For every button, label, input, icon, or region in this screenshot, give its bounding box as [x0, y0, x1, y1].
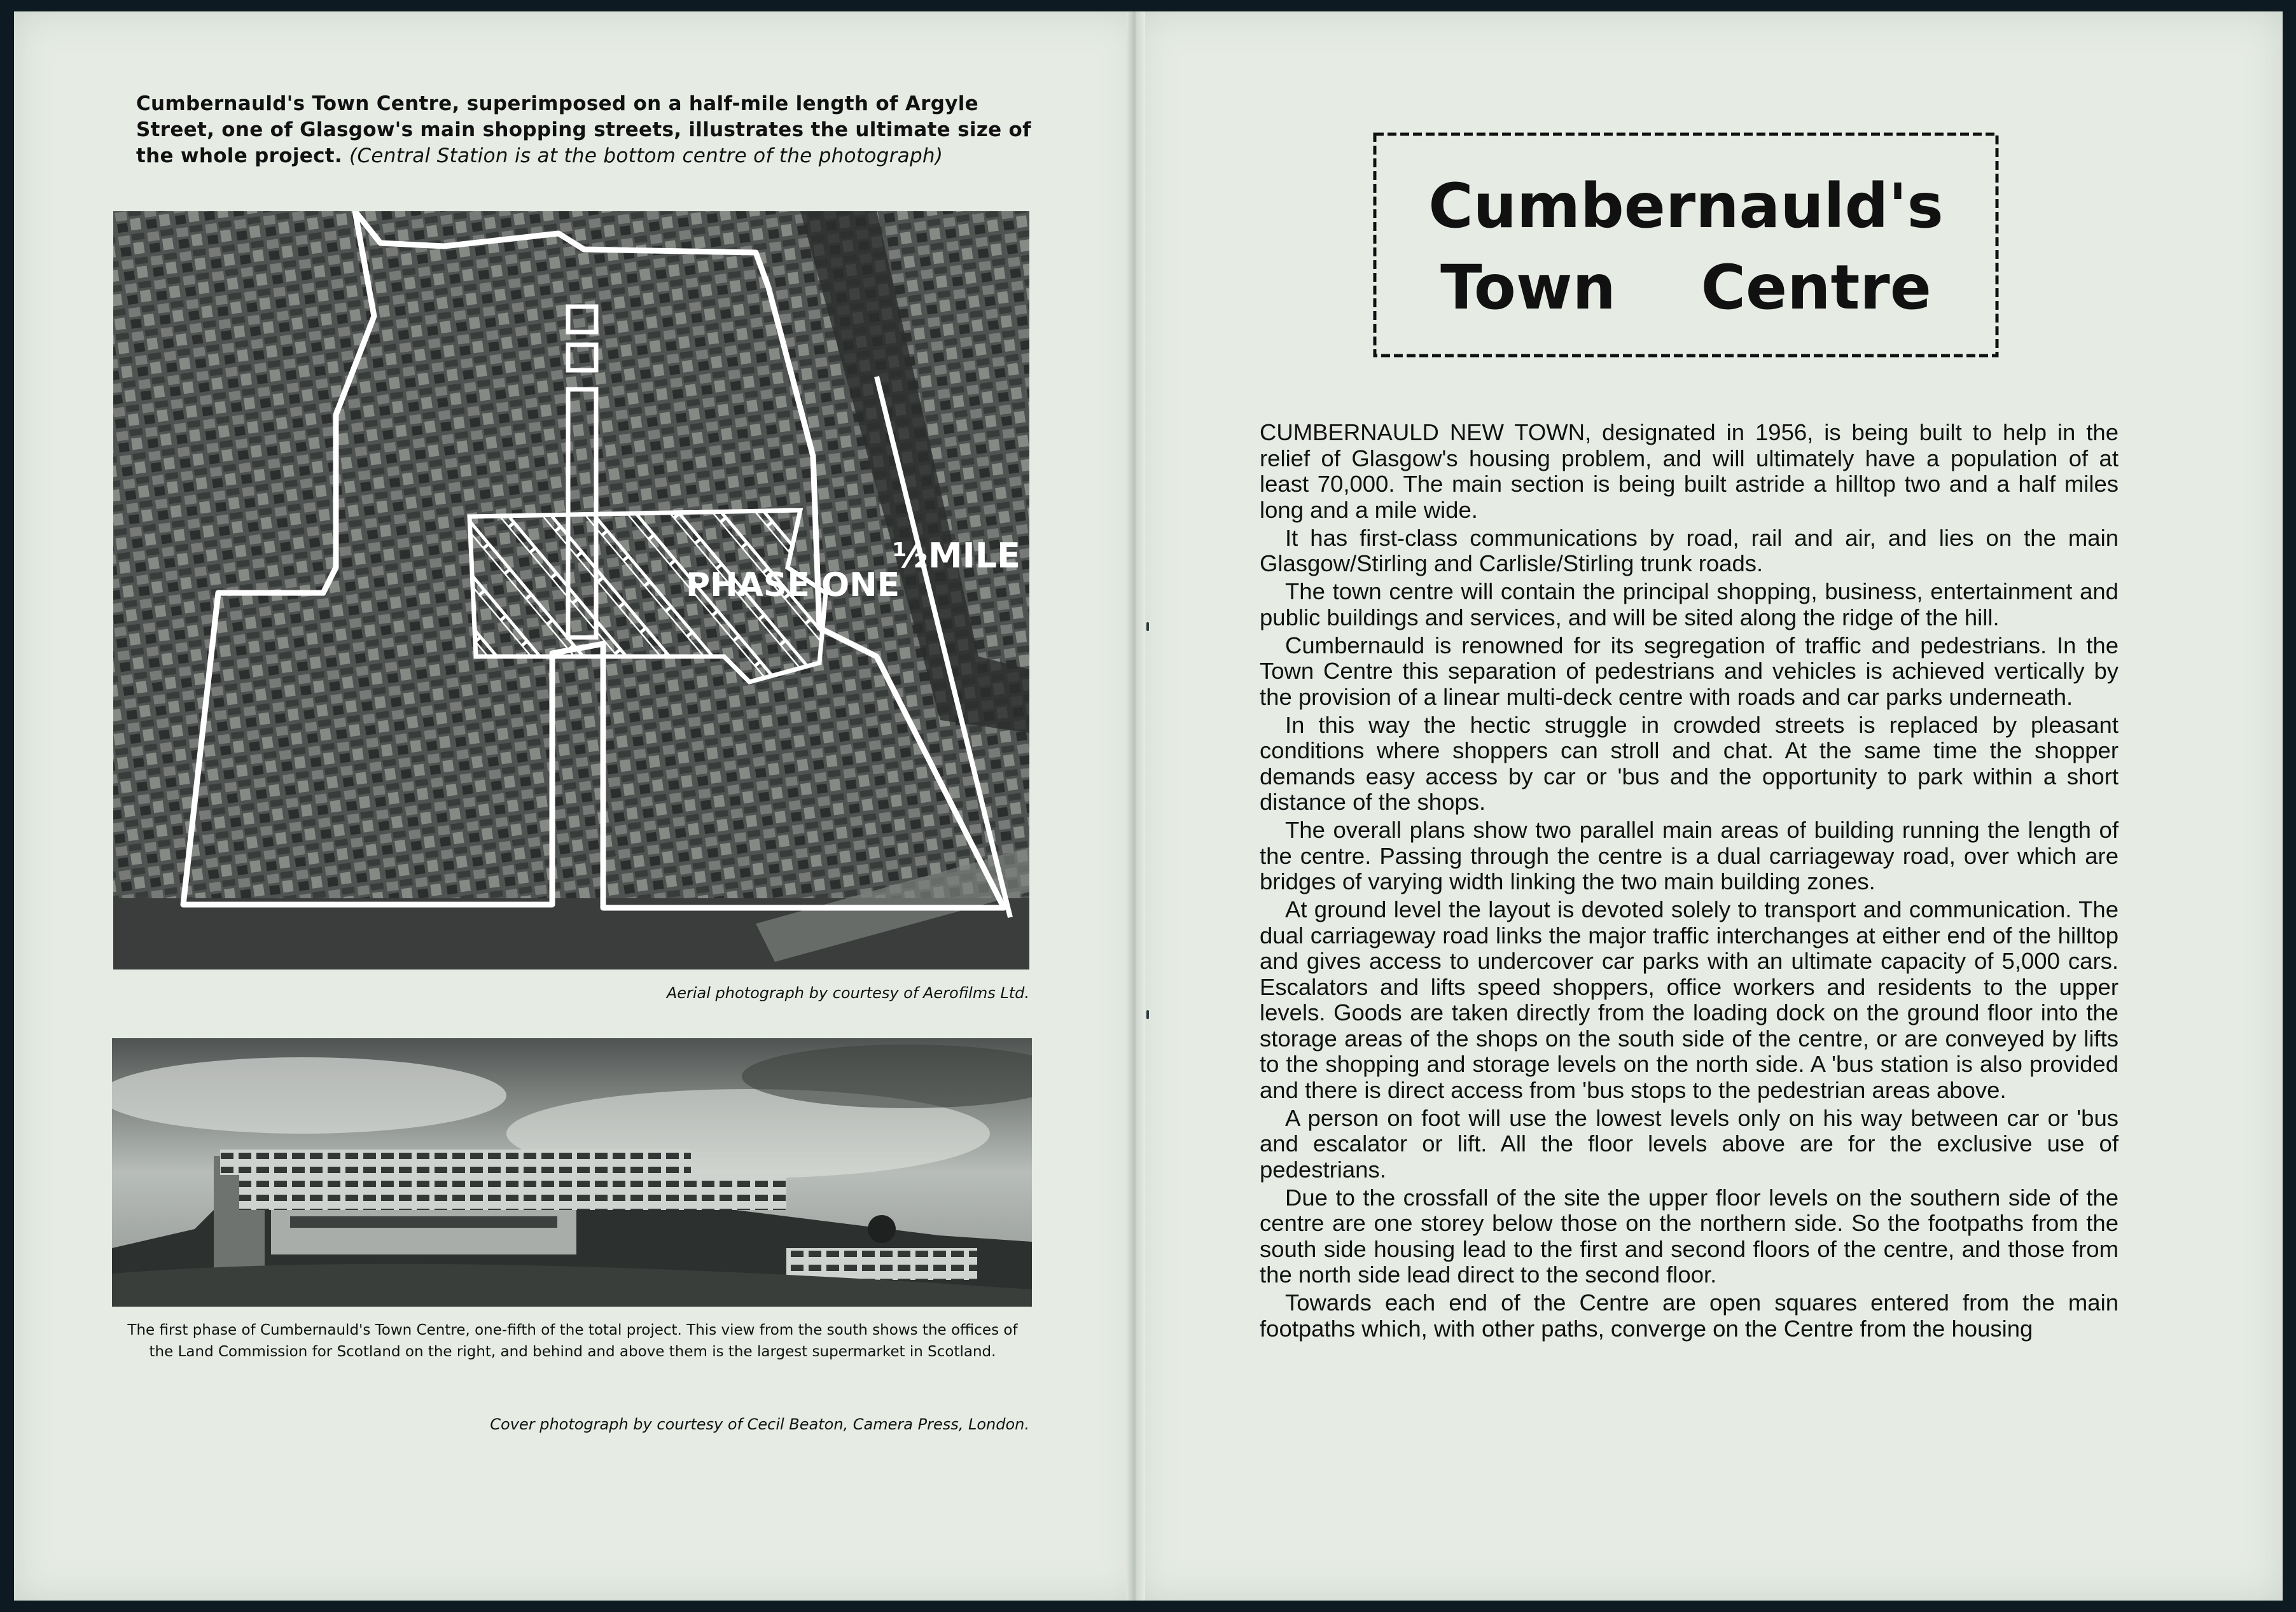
bottom-caption: The first phase of Cumbernauld's Town Centre, one-fifth of the total project. This view from the south shows the offices of the Land Commission for Scotland on the right, and behind and above them is the largest supermarket in Scotland.	[127, 1322, 1018, 1360]
title-box	[1371, 130, 2001, 359]
town-centre-photograph	[112, 1038, 1032, 1307]
paragraph: The overall plans show two parallel main areas of building running the length of the centre. Passing through the centre is a dual carriageway road, over which are bridges of varying width linking the two main building zones.	[1260, 817, 2119, 894]
top-caption-bold: Cumbernauld's Town Centre, superimposed on a half-mile length of Argyle Street, one of Glasgow's main shopping streets, illustrates the ultimate size of the whole project.	[136, 92, 1031, 167]
paragraph: CUMBERNAULD NEW TOWN, designated in 1956, is being built to help in the relief of Glasgow's housing problem, and will ultimately have a population of at least 70,000. The main section is being built astride a hilltop two and a half miles long and a mile wide.	[1260, 419, 2119, 523]
paragraph: Cumbernauld is renowned for its segregation of traffic and pedestrians. In the Town Centre this separation of pedestrians and vehicles is achieved vertically by the provision of a linear multi-deck centre with roads and car parks underneath.	[1260, 632, 2119, 710]
top-caption	[136, 91, 1046, 169]
paragraph: Due to the crossfall of the site the upper floor levels on the southern side of the centre are one storey below those on the northern side. So the footpaths from the south side housing lead to the first and second floors of the centre, and those from the north side lead direct to the second floor.	[1260, 1184, 2119, 1288]
aerial-photograph	[113, 211, 1029, 969]
staple-bottom	[1146, 1010, 1149, 1019]
half-mile-label: ½MILE	[893, 536, 1021, 576]
paragraph: In this way the hectic struggle in crowded streets is replaced by pleasant conditions where shoppers can stroll and chat. At the same time the shopper demands easy access by car or 'bus and the opportunity to park within a short distance of the shops.	[1260, 711, 2119, 815]
article-body	[1260, 420, 2119, 1344]
phase-one-label: PHASE ONE	[686, 566, 900, 604]
aerial-credit: Aerial photograph by courtesy of Aerofilms Ltd.	[666, 984, 1029, 1002]
paragraph: The town centre will contain the principal shopping, business, entertainment and public buildings and services, and will be sited along the ridge of the hill.	[1260, 578, 2119, 630]
staple-top	[1146, 622, 1149, 631]
page-title	[1371, 165, 2001, 328]
paragraph: At ground level the layout is devoted solely to transport and communication. The dual carriageway road links the major traffic interchanges at either end of the hilltop and gives access to undercover car parks with an ultimate capacity of 5,000 cars. Escalators and lifts speed shoppers, office workers and residents to the upper levels. Goods are taken directly from the loading dock on the ground floor into the storage areas of the shops on the south side of the centre, or are conveyed by lifts to the shopping and storage levels on the north side. A 'bus station is also provided and there is direct access from 'bus stops to the pedestrian areas above.	[1260, 896, 2119, 1103]
cover-credit: Cover photograph by courtesy of Cecil Beaton, Camera Press, London.	[490, 1415, 1029, 1433]
title-line-2: Town Centre	[1440, 252, 1931, 323]
paragraph: A person on foot will use the lowest levels only on his way between car or 'bus and escalator or lift. All the floor levels above are for the exclusive use of pedestrians.	[1260, 1104, 2119, 1183]
paragraph: It has first-class communications by road, rail and air, and lies on the main Glasgow/Stirling and Carlisle/Stirling trunk roads.	[1260, 524, 2119, 576]
paragraph: Towards each end of the Centre are open squares entered from the main footpaths which, with other paths, converge on the Centre from the housing	[1260, 1289, 2119, 1342]
top-caption-italic: (Central Station is at the bottom centre of the photograph)	[349, 144, 943, 167]
title-line-1: Cumbernauld's	[1428, 170, 1944, 242]
page-spine	[1126, 11, 1145, 1601]
